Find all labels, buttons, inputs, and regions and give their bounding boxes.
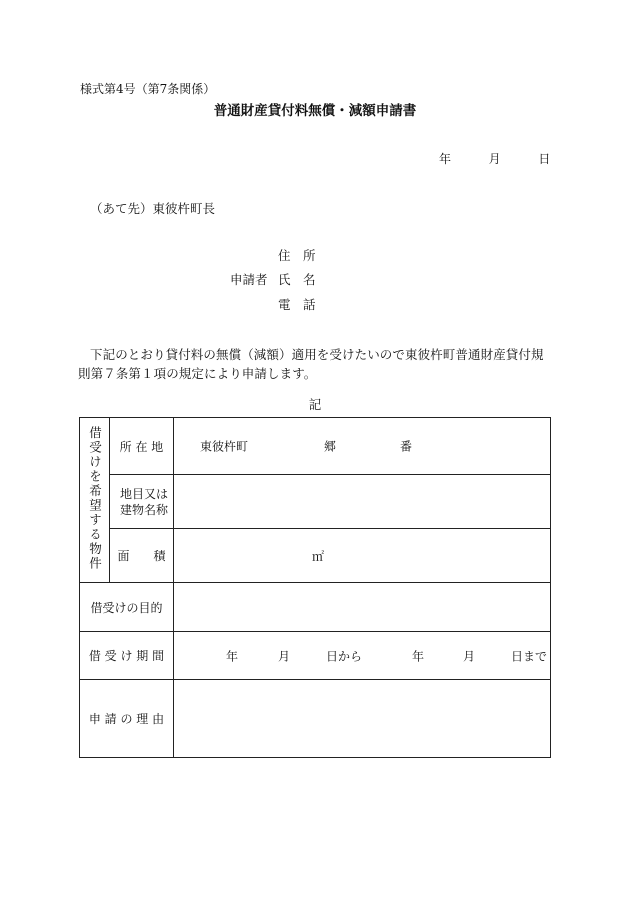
- category-value[interactable]: [174, 475, 551, 529]
- period-start-day: 日から: [326, 649, 363, 663]
- period-row: [80, 632, 551, 680]
- document-title: 普通財産貸付料無償・減額申請書: [213, 103, 417, 119]
- date-row: [439, 150, 550, 167]
- address-label: 住 所: [278, 248, 316, 263]
- purpose-row: [80, 583, 551, 632]
- purpose-value[interactable]: [174, 583, 551, 632]
- addressee: （あて先）東彼杵町長: [90, 201, 216, 216]
- reason-value[interactable]: [174, 680, 551, 758]
- body-paragraph: 下記のとおり貸付料の無償（減額）適用を受けたいので東彼杵町普通財産貸付規則第７条第１項の規定により申請します。: [78, 347, 544, 381]
- phone-label: 電 話: [278, 297, 316, 312]
- category-label-line-2: 建物名称: [120, 502, 169, 517]
- date-month: 月: [488, 152, 501, 166]
- location-town: 東彼杵町: [200, 439, 249, 454]
- location-value[interactable]: [174, 418, 551, 475]
- category-row: [80, 475, 551, 529]
- period-start-month: 月: [278, 649, 291, 663]
- date-year: 年: [439, 152, 452, 166]
- group-label: 借受けを希望する物件: [87, 426, 103, 571]
- ki-heading: 記: [308, 397, 322, 412]
- group-label-cell: [80, 418, 110, 583]
- reason-row: [80, 680, 551, 758]
- period-start-year: 年: [226, 649, 239, 663]
- location-go: 郷: [324, 439, 337, 454]
- period-end-year: 年: [412, 649, 425, 663]
- area-value[interactable]: [174, 529, 551, 583]
- date-day: 日: [538, 152, 551, 166]
- location-label: 所 在 地: [110, 418, 174, 475]
- name-label: 氏 名: [278, 272, 316, 287]
- purpose-label: 借受けの目的: [80, 583, 174, 632]
- property-table: [79, 417, 551, 758]
- form-number: 様式第4号（第7条関係）: [80, 82, 216, 96]
- period-end-day: 日まで: [511, 649, 548, 663]
- applicant-prefix: 申請者: [230, 272, 268, 287]
- location-ban: 番: [400, 439, 413, 454]
- reason-label: 申 請 の 理 由: [80, 680, 174, 758]
- category-label-line-1: 地目又は: [120, 486, 169, 501]
- area-row: [80, 529, 551, 583]
- area-label: 面 積: [110, 529, 174, 583]
- period-label: 借 受 け 期 間: [80, 632, 174, 680]
- period-end-month: 月: [463, 649, 476, 663]
- location-row: [80, 418, 551, 475]
- area-unit: ㎡: [312, 549, 325, 563]
- category-label: [110, 475, 174, 529]
- period-value[interactable]: [174, 632, 551, 680]
